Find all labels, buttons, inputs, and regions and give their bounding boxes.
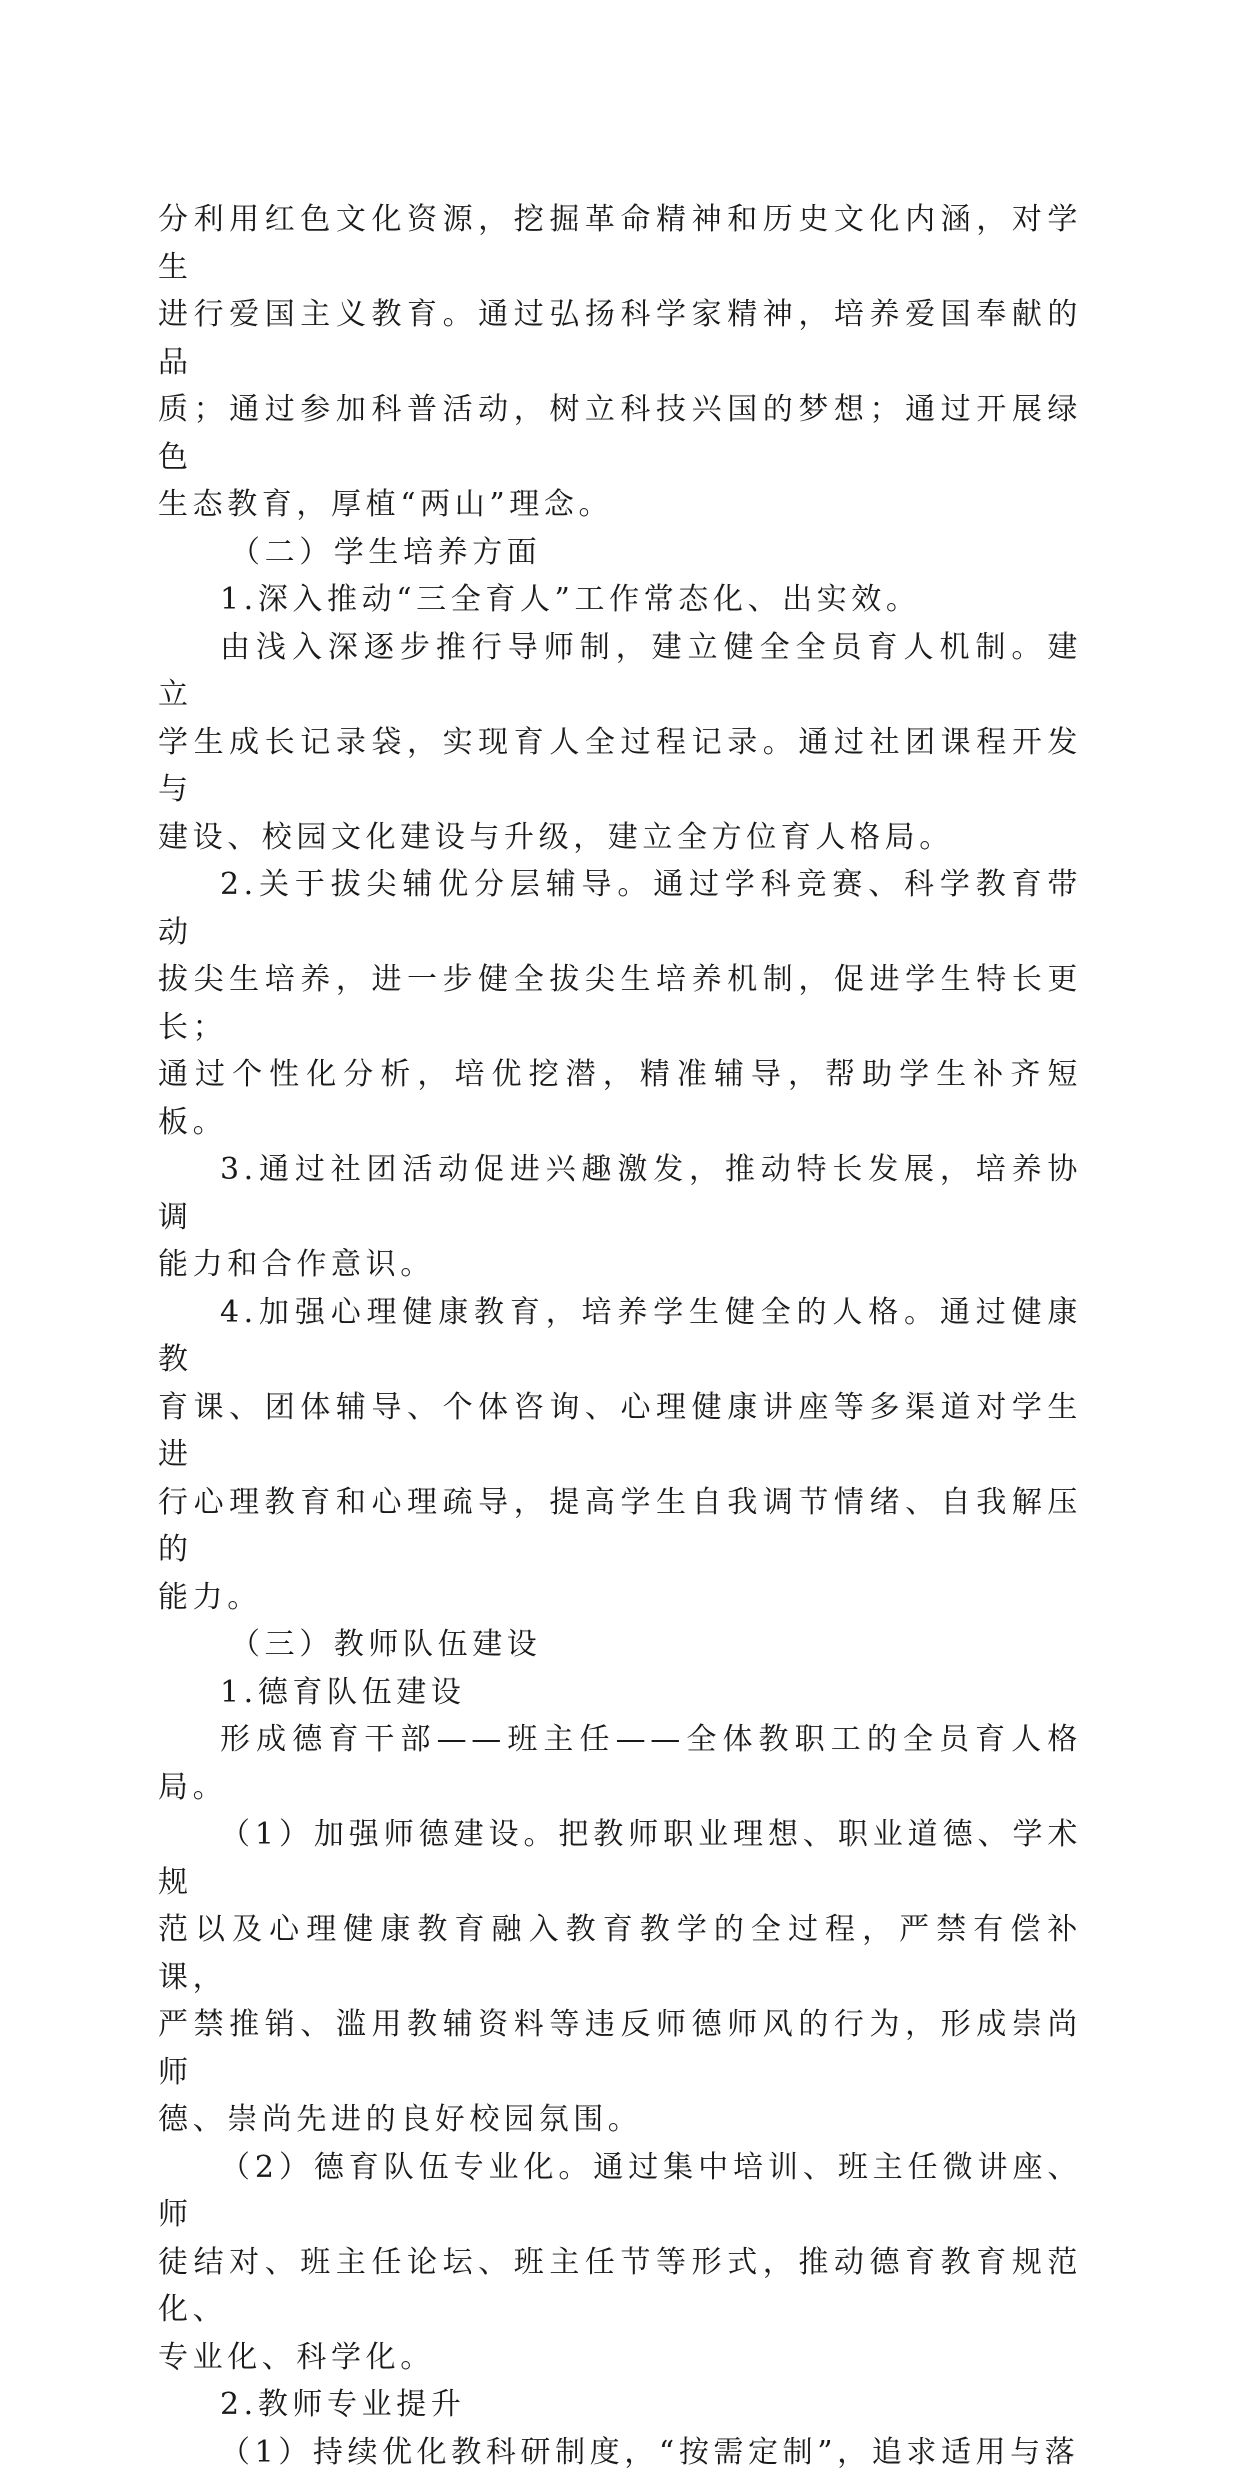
section-heading: （二）学生培养方面 [158,529,1082,577]
text-line: 1.德育队伍建设 [158,1669,1082,1717]
text-line: 3.通过社团活动促进兴趣激发，推动特长发展，培养协调 [158,1146,1082,1241]
text-line: 德、崇尚先进的良好校园氛围。 [158,2096,1082,2144]
text-line: （1）持续优化教科研制度，“按需定制”，追求适用与落 [158,2429,1082,2476]
text-line: （1）加强师德建设。把教师职业理想、职业道德、学术规 [158,1811,1082,1906]
text-line: 质；通过参加科普活动，树立科技兴国的梦想；通过开展绿色 [158,386,1082,481]
text-line: 生态教育，厚植“两山”理念。 [158,481,1082,529]
text-line: 专业化、科学化。 [158,2334,1082,2382]
text-line: 能力。 [158,1574,1082,1622]
text-line: 行心理教育和心理疏导，提高学生自我调节情绪、自我解压的 [158,1479,1082,1574]
text-line: 2.教师专业提升 [158,2381,1082,2429]
text-line: 4.加强心理健康教育，培养学生健全的人格。通过健康教 [158,1289,1082,1384]
text-line: （2）德育队伍专业化。通过集中培训、班主任微讲座、师 [158,2144,1082,2239]
text-line: 拔尖生培养，进一步健全拔尖生培养机制，促进学生特长更长； [158,956,1082,1051]
text-line: 2.关于拔尖辅优分层辅导。通过学科竞赛、科学教育带动 [158,861,1082,956]
section-heading: （三）教师队伍建设 [158,1621,1082,1669]
text-line: 由浅入深逐步推行导师制，建立健全全员育人机制。建立 [158,624,1082,719]
text-line: 进行爱国主义教育。通过弘扬科学家精神，培养爱国奉献的品 [158,291,1082,386]
text-line: 严禁推销、滥用教辅资料等违反师德师风的行为，形成崇尚师 [158,2001,1082,2096]
text-line: 徒结对、班主任论坛、班主任节等形式，推动德育教育规范化、 [158,2239,1082,2334]
text-line: 1.深入推动“三全育人”工作常态化、出实效。 [158,576,1082,624]
text-line: 能力和合作意识。 [158,1241,1082,1289]
text-line: 建设、校园文化建设与升级，建立全方位育人格局。 [158,814,1082,862]
text-line: 通过个性化分析，培优挖潜，精准辅导，帮助学生补齐短板。 [158,1051,1082,1146]
text-line: 范以及心理健康教育融入教育教学的全过程，严禁有偿补课， [158,1906,1082,2001]
text-line: 分利用红色文化资源，挖掘革命精神和历史文化内涵，对学生 [158,196,1082,291]
text-line: 育课、团体辅导、个体咨询、心理健康讲座等多渠道对学生进 [158,1384,1082,1479]
document-body [158,196,1082,2476]
text-line: 学生成长记录袋，实现育人全过程记录。通过社团课程开发与 [158,719,1082,814]
text-line: 形成德育干部——班主任——全体教职工的全员育人格局。 [158,1716,1082,1811]
